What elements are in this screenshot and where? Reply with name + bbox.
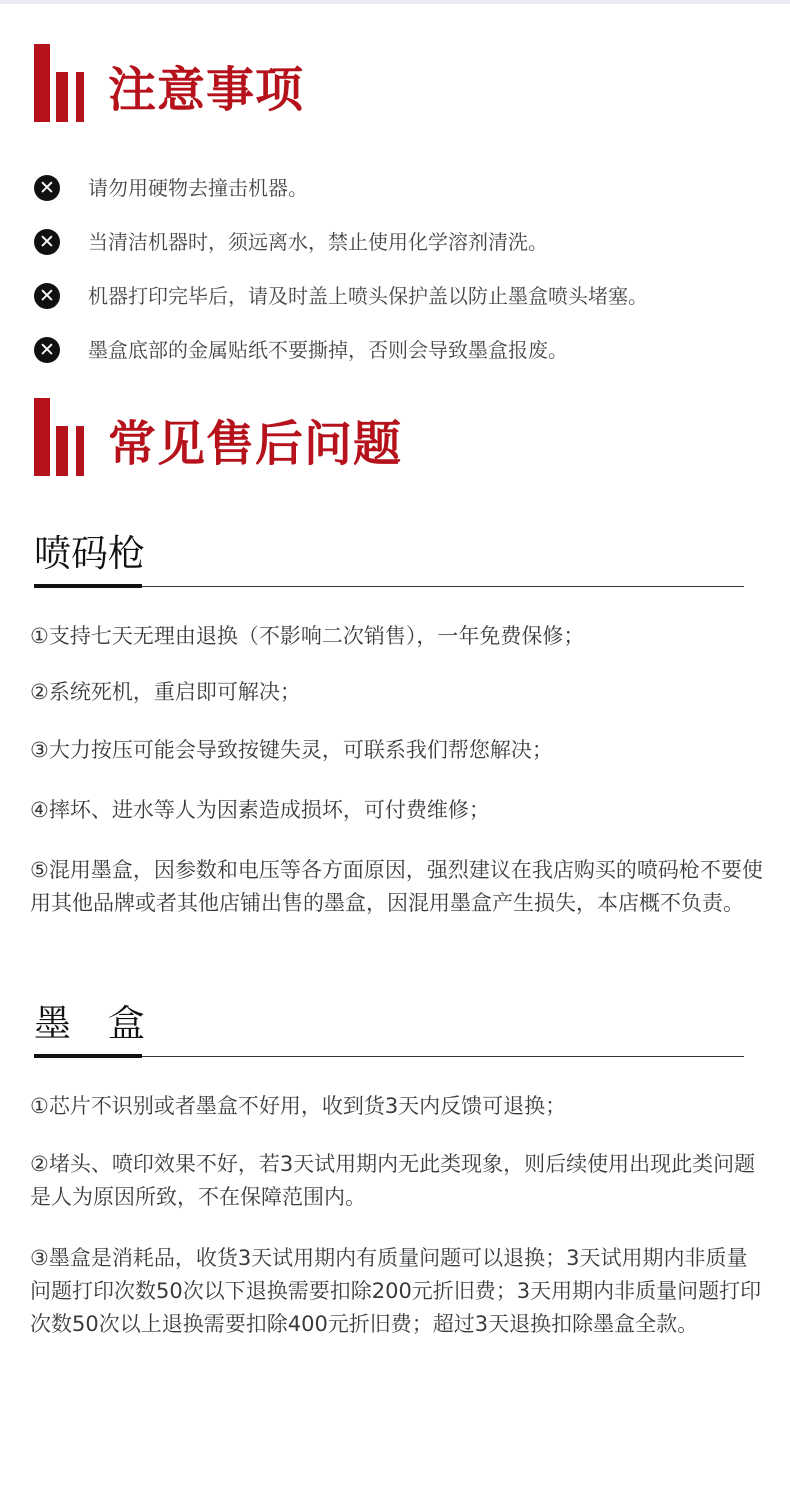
notice-text: 当清洁机器时，须远离水，禁止使用化学溶剂清洗。 — [88, 230, 548, 254]
sprayer-item: ④摔坏、进水等人为因素造成损坏，可付费维修； — [30, 798, 490, 822]
sprayer-item: ⑤混用墨盒，因参数和电压等各方面原因，强烈建议在我店购买的喷码枪不要使用其他品牌或者其他店铺出售的墨盒，因混用墨盒产生损失，本店概不负责。 — [30, 858, 763, 915]
subsection-header-cartridge — [34, 1000, 744, 1060]
section-title-faq: 常见售后问题 — [108, 416, 403, 472]
x-circle-icon: ✕ — [34, 337, 60, 363]
x-circle-icon: ✕ — [34, 175, 60, 201]
bars-icon — [34, 42, 94, 122]
subsection-title-sprayer: 喷码枪 — [34, 532, 145, 575]
cartridge-item: ③墨盒是消耗品，收货3天试用期内有质量问题可以退换；3天试用期内非质量问题打印次数50次以下退换需要扣除200元折旧费；3天用期内非质量问题打印次数50次以上退换需要扣除400元折旧费；超过3天退换扣除墨盒全款。 — [30, 1246, 762, 1336]
x-circle-icon: ✕ — [34, 229, 60, 255]
sprayer-item: ③大力按压可能会导致按键失灵，可联系我们帮您解决； — [30, 738, 553, 762]
subsection-title-cartridge: 墨 盒 — [34, 1002, 145, 1045]
cartridge-item: ②堵头、喷印效果不好，若3天试用期内无此类现象，则后续使用出现此类问题是人为原因所致，不在保障范围内。 — [30, 1152, 756, 1209]
cartridge-item: ①芯片不识别或者墨盒不好用，收到货3天内反馈可退换； — [30, 1094, 567, 1118]
section-title-notice: 注意事项 — [108, 62, 305, 118]
subsection-header-sprayer — [34, 530, 744, 590]
title-underline — [34, 584, 142, 588]
title-underline — [34, 1054, 142, 1058]
notice-text: 请勿用硬物去撞击机器。 — [88, 176, 308, 200]
x-circle-icon: ✕ — [34, 283, 60, 309]
notice-text: 机器打印完毕后，请及时盖上喷头保护盖以防止墨盒喷头堵塞。 — [88, 284, 648, 308]
bars-icon — [34, 396, 94, 476]
notice-text: 墨盒底部的金属贴纸不要撕掉，否则会导致墨盒报废。 — [88, 338, 568, 362]
top-divider — [0, 0, 790, 4]
sprayer-item: ②系统死机，重启即可解决； — [30, 680, 301, 704]
sprayer-item: ①支持七天无理由退换（不影响二次销售），一年免费保修； — [30, 624, 585, 648]
